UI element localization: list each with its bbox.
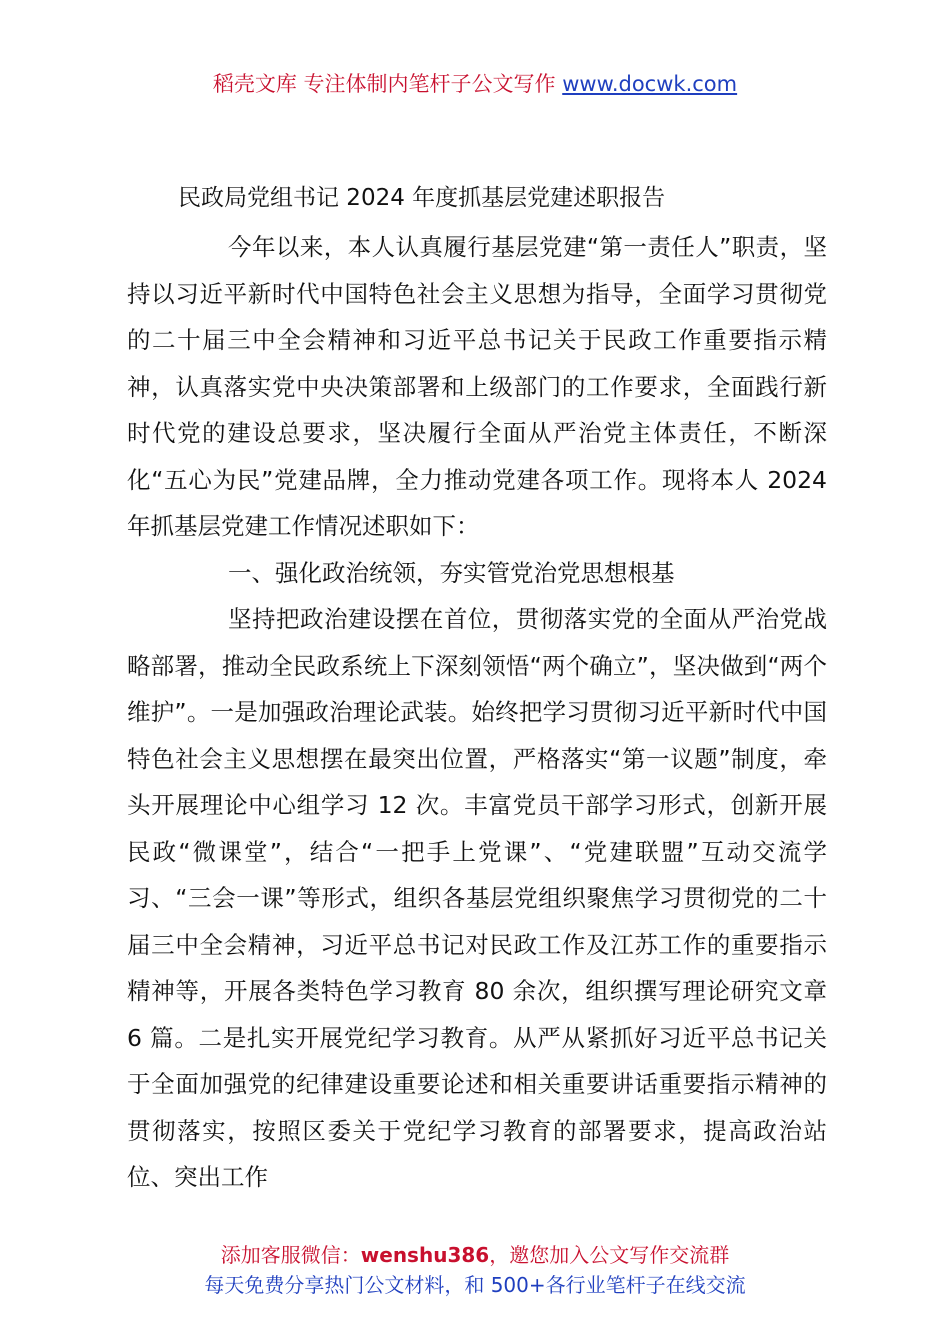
document-title: 民政局党组书记 2024 年度抓基层党建述职报告: [178, 185, 666, 211]
section-heading: 一、强化政治统领，夯实管党治党思想根基: [228, 558, 675, 587]
section-paragraph: 坚持把政治建设摆在首位，贯彻落实党的全面从严治党战略部署，推动全民政系统上下深刻领悟“两个确立”，坚决做到“两个维护”。一是加强政治理论武装。始终把学习贯彻习近平新时代中国特色社会主义思想摆在最突出位置，严格落实“第一议题”制度，牵头开展理论中心组学习 12 次。丰富党员干部学习形式，创新开展民政“微课堂”，结合“一把手上党课”、“党建联盟”互动交流学习、“三会一课”等形式，组织各基层党组织聚焦学习贯彻党的二十届三中全会精神，习近平总书记对民政工作及江苏工作的重要指示精神等，开展各类特色学习教育 80 余次，组织撰写理论研究文章 6 篇。二是扎实开展党纪学习教育。从严从紧抓好习近平总书记关于全面加强党的纪律建设重要论述和相关重要讲话重要指示精神的贯彻落实，按照区委关于党纪学习教育的部署要求，提高政治站位、突出工作: [127, 605, 827, 1191]
header-site-link[interactable]: www.docwk.com: [562, 72, 738, 96]
page-header: [0, 68, 950, 100]
intro-paragraph: 今年以来，本人认真履行基层党建“第一责任人”职责，坚持以习近平新时代中国特色社会主义思想为指导，全面学习贯彻党的二十届三中全会精神和习近平总书记关于民政工作重要指示精神，认真落实党中央决策部署和上级部门的工作要求，全面践行新时代党的建设总要求，坚决履行全面从严治党主体责任，不断深化“五心为民”党建品牌，全力推动党建各项工作。现将本人 2024 年抓基层党建工作情况述职如下：: [127, 233, 827, 540]
document-body: [127, 224, 827, 1201]
header-brand-text: 稻壳文库 专注体制内笔杆子公文写作: [212, 72, 563, 96]
footer-contact-suffix: ，邀您加入公文写作交流群: [489, 1243, 730, 1267]
footer-contact-prefix: 添加客服微信：: [220, 1243, 361, 1267]
footer-wechat-id: wenshu386: [360, 1243, 490, 1267]
footer-contact-line: [0, 1240, 950, 1270]
footer-promo-line: 每天免费分享热门公文材料，和 500+各行业笔杆子在线交流: [204, 1273, 746, 1297]
